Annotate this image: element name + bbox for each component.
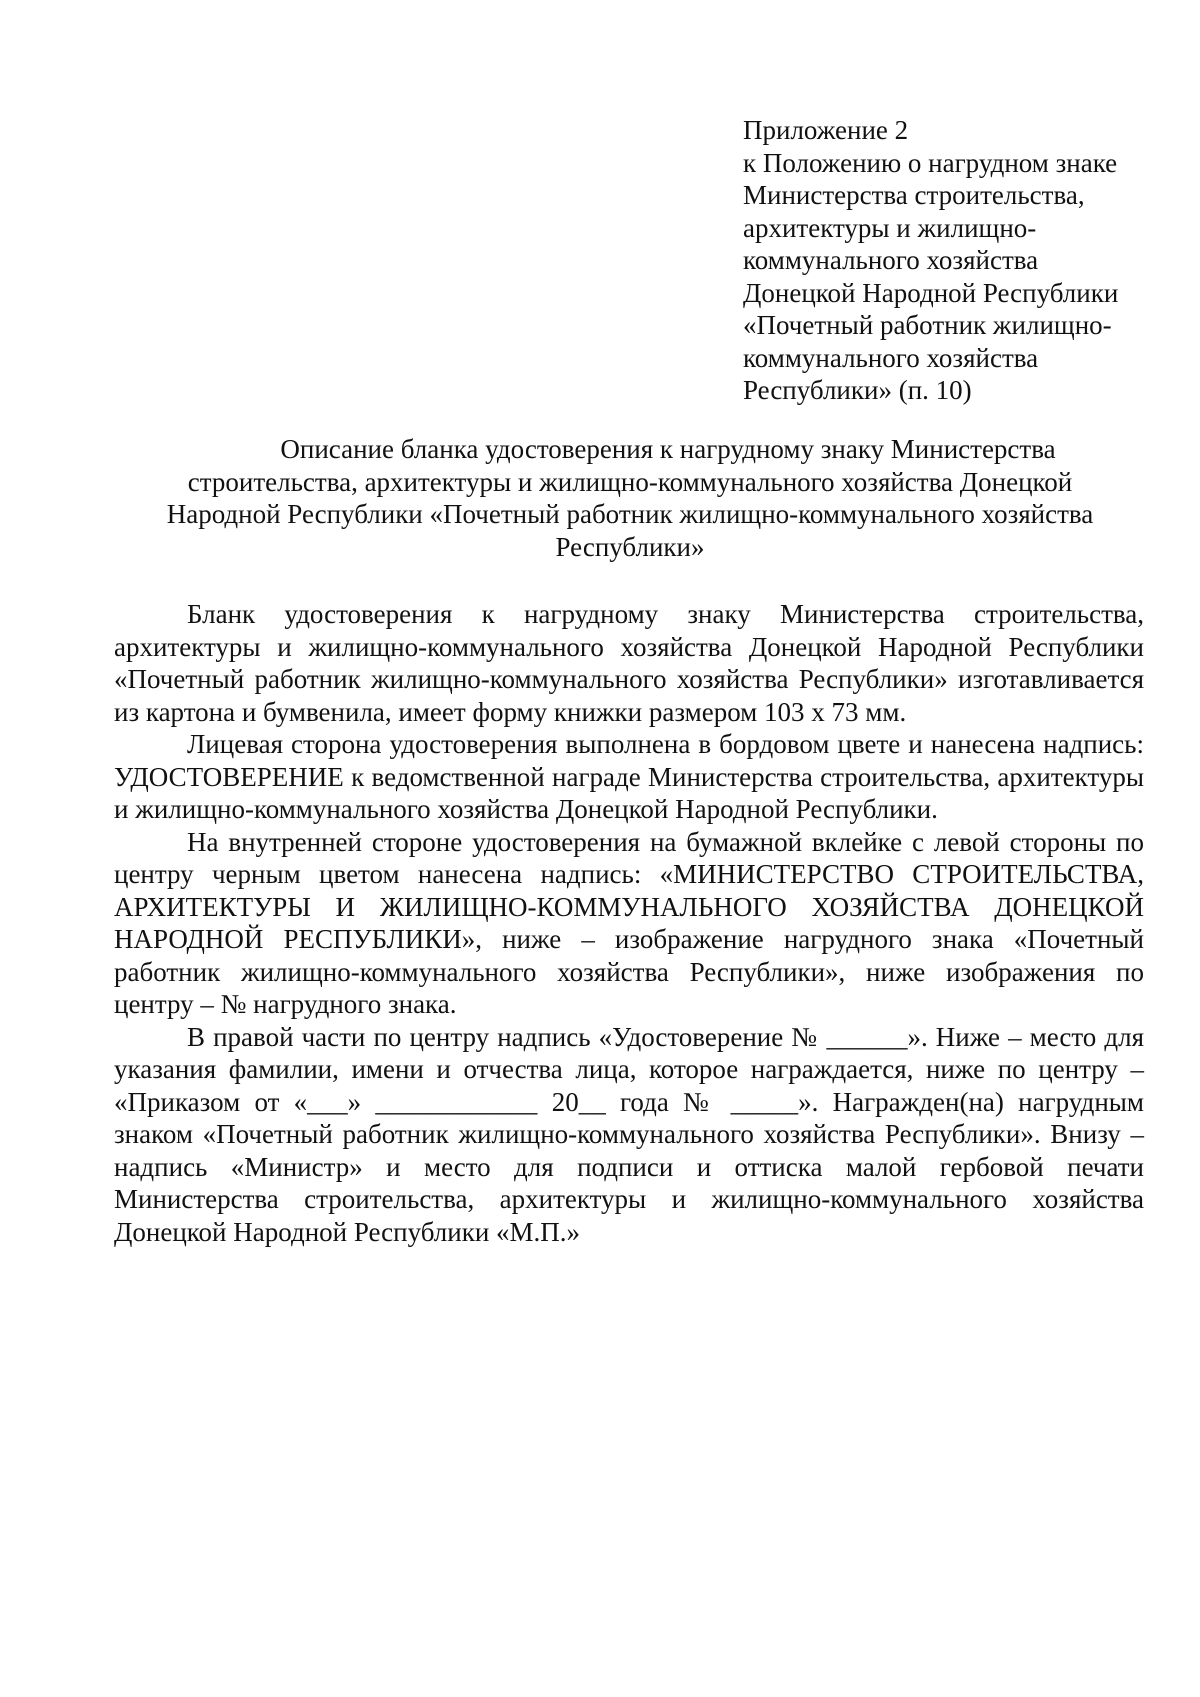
body-paragraph: Лицевая сторона удостоверения выполнена в бордовом цвете и нанесена надпись: УДОСТОВЕРЕНИЕ к ведомственной награде Министерства строительства, архитектуры и жилищно-коммунального хозяйства Донецкой Народной Республики. [114, 729, 1144, 824]
appendix-reference-block [743, 114, 1163, 407]
body-paragraph: Бланк удостоверения к нагрудному знаку Министерства строительства, архитектуры и жилищно-коммунального хозяйства Донецкой Народной Республики «Почетный работник жилищно-коммунального хозяйства Республики» изготавливается из картона и бумвенила, имеет форму книжки размером 103 х 73 мм. [114, 599, 1144, 727]
appendix-line: коммунального хозяйства [743, 342, 1039, 373]
title-line: Народной Республики «Почетный работник жилищно-коммунального хозяйства [166, 499, 1094, 529]
appendix-line: Министерства строительства, [743, 180, 1085, 210]
body-paragraph: На внутренней стороне удостоверения на бумажной вклейке с левой стороны по центру черным цветом нанесена надпись: «МИНИСТЕРСТВО СТРОИТЕЛЬСТВА, АРХИТЕКТУРЫ И ЖИЛИЩНО-КОММУНАЛЬНОГО ХОЗЯЙСТВА ДОНЕЦКОЙ НАРОДНОЙ РЕСПУБЛИКИ», ниже – изображение нагрудного знака «Почетный работник жилищно-коммунального хозяйства Республики», ниже изображения по центру – № нагрудного знака. [114, 826, 1144, 1019]
appendix-line: коммунального хозяйства [743, 245, 1039, 275]
appendix-line: Республики» (п. 10) [743, 375, 972, 405]
appendix-line: Донецкой Народной Республики [743, 277, 1119, 308]
appendix-line: «Почетный работник жилищно- [743, 310, 1112, 340]
document-body [114, 598, 1144, 1248]
title-line: Республики» [555, 531, 705, 562]
title-line: строительства, архитектуры и жилищно-коммунального хозяйства Донецкой [187, 466, 1073, 497]
document-title [120, 433, 1140, 563]
appendix-line: к Положению о нагрудном знаке [743, 147, 1118, 178]
appendix-line: архитектуры и жилищно- [743, 212, 1037, 243]
body-paragraph: В правой части по центру надпись «Удостоверение № ______». Ниже – место для указания фамилии, имени и отчества лица, которое награждается, ниже по центру – «Приказом от «___» ____________ 20__ года № _____». Награжден(на) нагрудным знаком «Почетный работник жилищно-коммунального хозяйства Республики». Внизу – надпись «Министр» и место для подписи и оттиска малой гербовой печати Министерства строительства, архитектуры и жилищно-коммунального хозяйства Донецкой Народной Республики «М.П.» [114, 1021, 1144, 1247]
title-line: Описание бланка удостоверения к нагрудному знаку Министерства [280, 434, 1056, 464]
appendix-line: Приложение 2 [743, 115, 909, 145]
